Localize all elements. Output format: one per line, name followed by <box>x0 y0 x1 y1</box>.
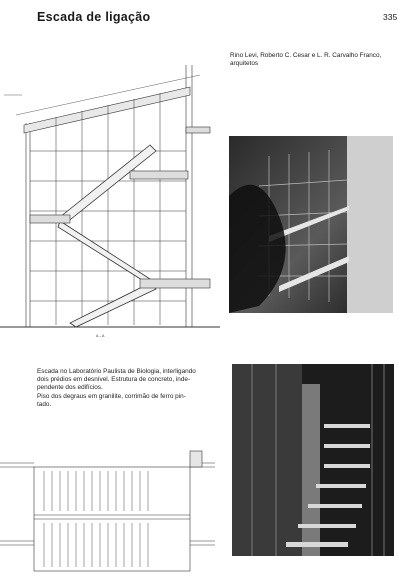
page-number: 335 <box>383 12 398 22</box>
credits-line: Rino Levi, Roberto C. Cesar e L. R. Carvalho Franco, <box>230 52 382 59</box>
section-drawing <box>0 55 225 345</box>
architect-credits <box>230 52 395 68</box>
section-label: A – A <box>96 334 105 338</box>
caption-line: tado. <box>37 400 52 408</box>
caption-line: Escada no Laboratório Paulista de Biologia, interligando <box>37 368 196 375</box>
plan-drawing <box>0 445 225 575</box>
caption-line: pendente dos edifícios. <box>37 384 103 392</box>
staircase-photo-interior <box>232 364 394 556</box>
caption-line: Piso dos degraus em granilite, corrimão de ferro pin- <box>37 392 186 400</box>
staircase-photo-exterior <box>229 136 393 313</box>
page-title: Escada de ligação <box>37 10 151 24</box>
caption-line: dois prédios em desnível. Estrutura de concreto, inde- <box>37 376 191 384</box>
figure-caption <box>37 368 227 409</box>
credits-line: arquitetos <box>230 60 259 68</box>
